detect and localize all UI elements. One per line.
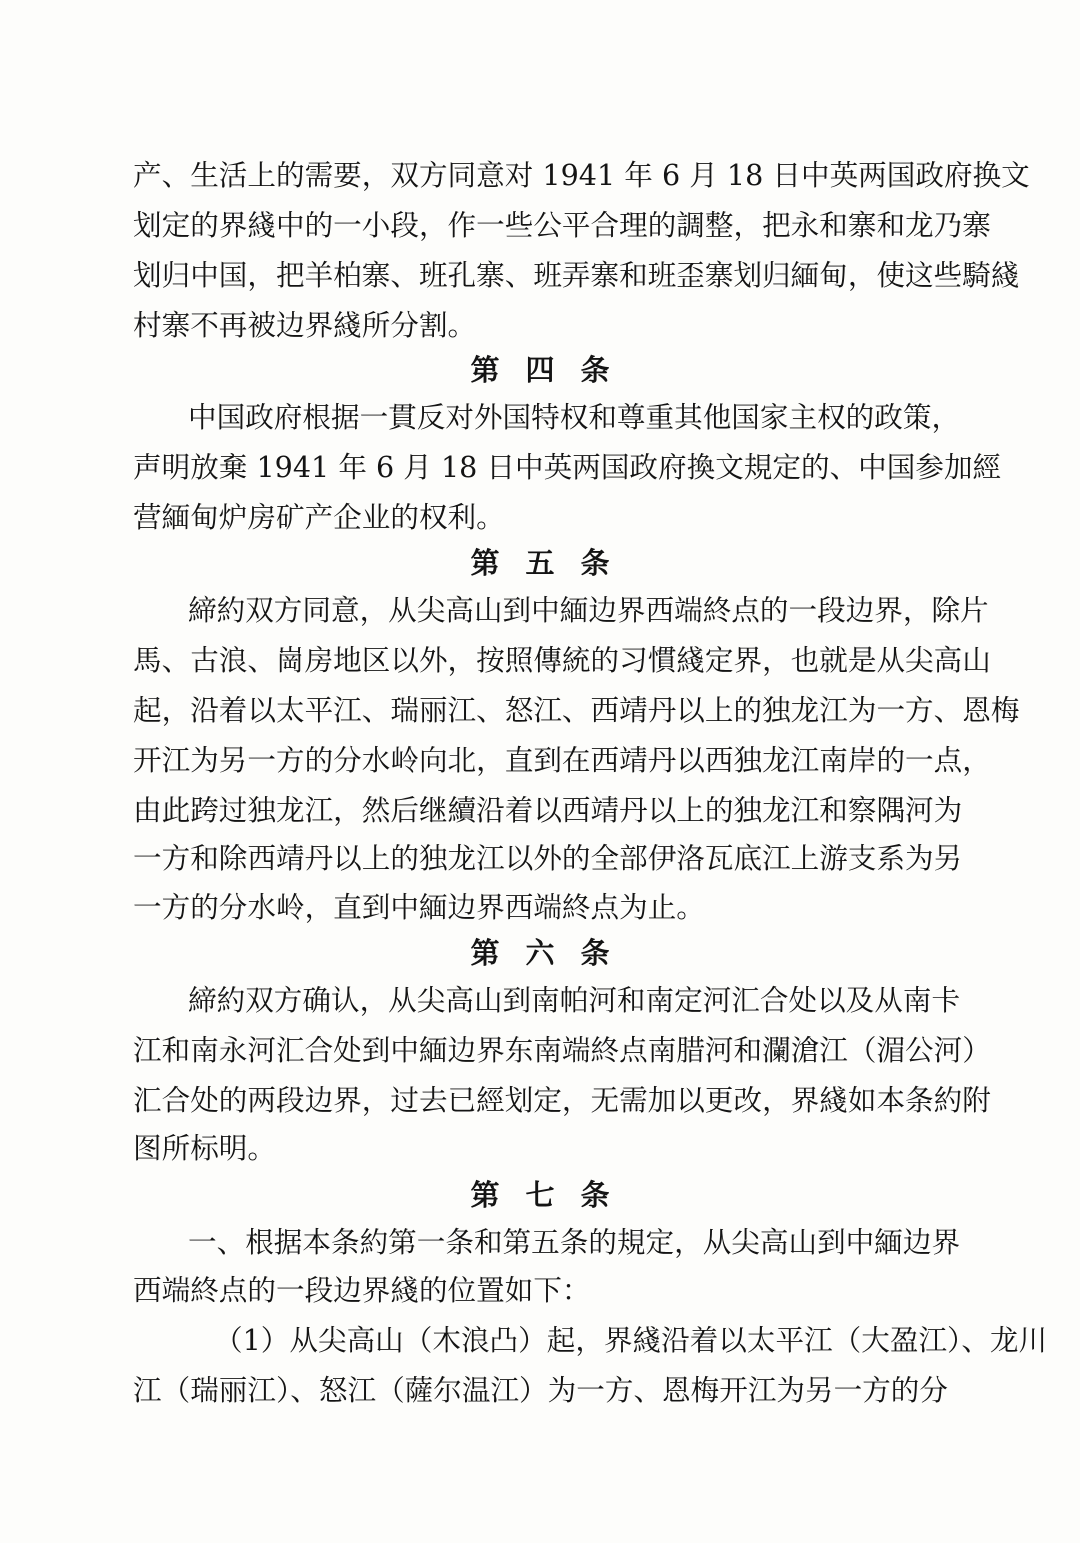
article-5-heading: 第五条 bbox=[470, 546, 636, 580]
paragraph-line: 开江为另一方的分水岭向北，直到在西靖丹以西独龙江南岸的一点， bbox=[133, 743, 991, 777]
paragraph-line: 汇合处的两段边界，过去已經划定，无需加以更改，界綫如本条約附 bbox=[133, 1083, 991, 1117]
paragraph-line: 一方和除西靖丹以上的独龙江以外的全部伊洛瓦底江上游支系为另 bbox=[133, 841, 963, 875]
paragraph-line: 中国政府根据一貫反对外国特权和尊重其他国家主权的政策， bbox=[188, 400, 961, 434]
paragraph-line: 产、生活上的需要，双方同意对 1941 年 6 月 18 日中英两国政府换文 bbox=[133, 158, 1030, 192]
paragraph-line: （1）从尖高山（木浪凸）起，界綫沿着以太平江（大盈江）、龙川 bbox=[214, 1323, 1048, 1357]
paragraph-line: 起，沿着以太平江、瑞丽江、怒江、西靖丹以上的独龙江为一方、恩梅 bbox=[133, 693, 1020, 727]
paragraph-line: 划定的界綫中的一小段，作一些公平合理的調整，把永和寨和龙乃寨 bbox=[133, 208, 991, 242]
paragraph-line: 一、根据本条約第一条和第五条的規定，从尖高山到中緬边界 bbox=[188, 1225, 961, 1259]
paragraph-line: 江和南永河汇合处到中緬边界东南端終点南腊河和瀾滄江（湄公河） bbox=[133, 1033, 991, 1067]
paragraph-line: 江（瑞丽江）、怒江（薩尔温江）为一方、恩梅开江为另一方的分 bbox=[133, 1373, 948, 1407]
article-6-heading: 第六条 bbox=[470, 936, 636, 970]
article-4-heading: 第四条 bbox=[470, 353, 636, 387]
paragraph-line: 締約双方确认，从尖高山到南帕河和南定河汇合处以及从南卡 bbox=[188, 983, 961, 1017]
paragraph-line: 西端終点的一段边界綫的位置如下： bbox=[133, 1273, 591, 1307]
article-7-heading: 第七条 bbox=[470, 1178, 636, 1212]
paragraph-line: 划归中国，把羊柏寨、班孔寨、班弄寨和班歪寨划归緬甸，使这些騎綫 bbox=[133, 258, 1020, 292]
paragraph-line: 声明放棄 1941 年 6 月 18 日中英两国政府換文規定的、中国参加經 bbox=[133, 450, 1002, 484]
paragraph-line: 一方的分水岭，直到中緬边界西端終点为止。 bbox=[133, 890, 705, 924]
paragraph-line: 村寨不再被边界綫所分割。 bbox=[133, 308, 477, 342]
paragraph-line: 締約双方同意，从尖高山到中緬边界西端終点的一段边界，除片 bbox=[188, 593, 989, 627]
paragraph-line: 营緬甸炉房矿产企业的权利。 bbox=[133, 500, 505, 534]
paragraph-line: 由此跨过独龙江，然后继續沿着以西靖丹以上的独龙江和察隅河为 bbox=[133, 793, 963, 827]
paragraph-line: 馬、古浪、崗房地区以外，按照傳統的习慣綫定界，也就是从尖高山 bbox=[133, 643, 991, 677]
paragraph-line: 图所标明。 bbox=[133, 1131, 276, 1165]
